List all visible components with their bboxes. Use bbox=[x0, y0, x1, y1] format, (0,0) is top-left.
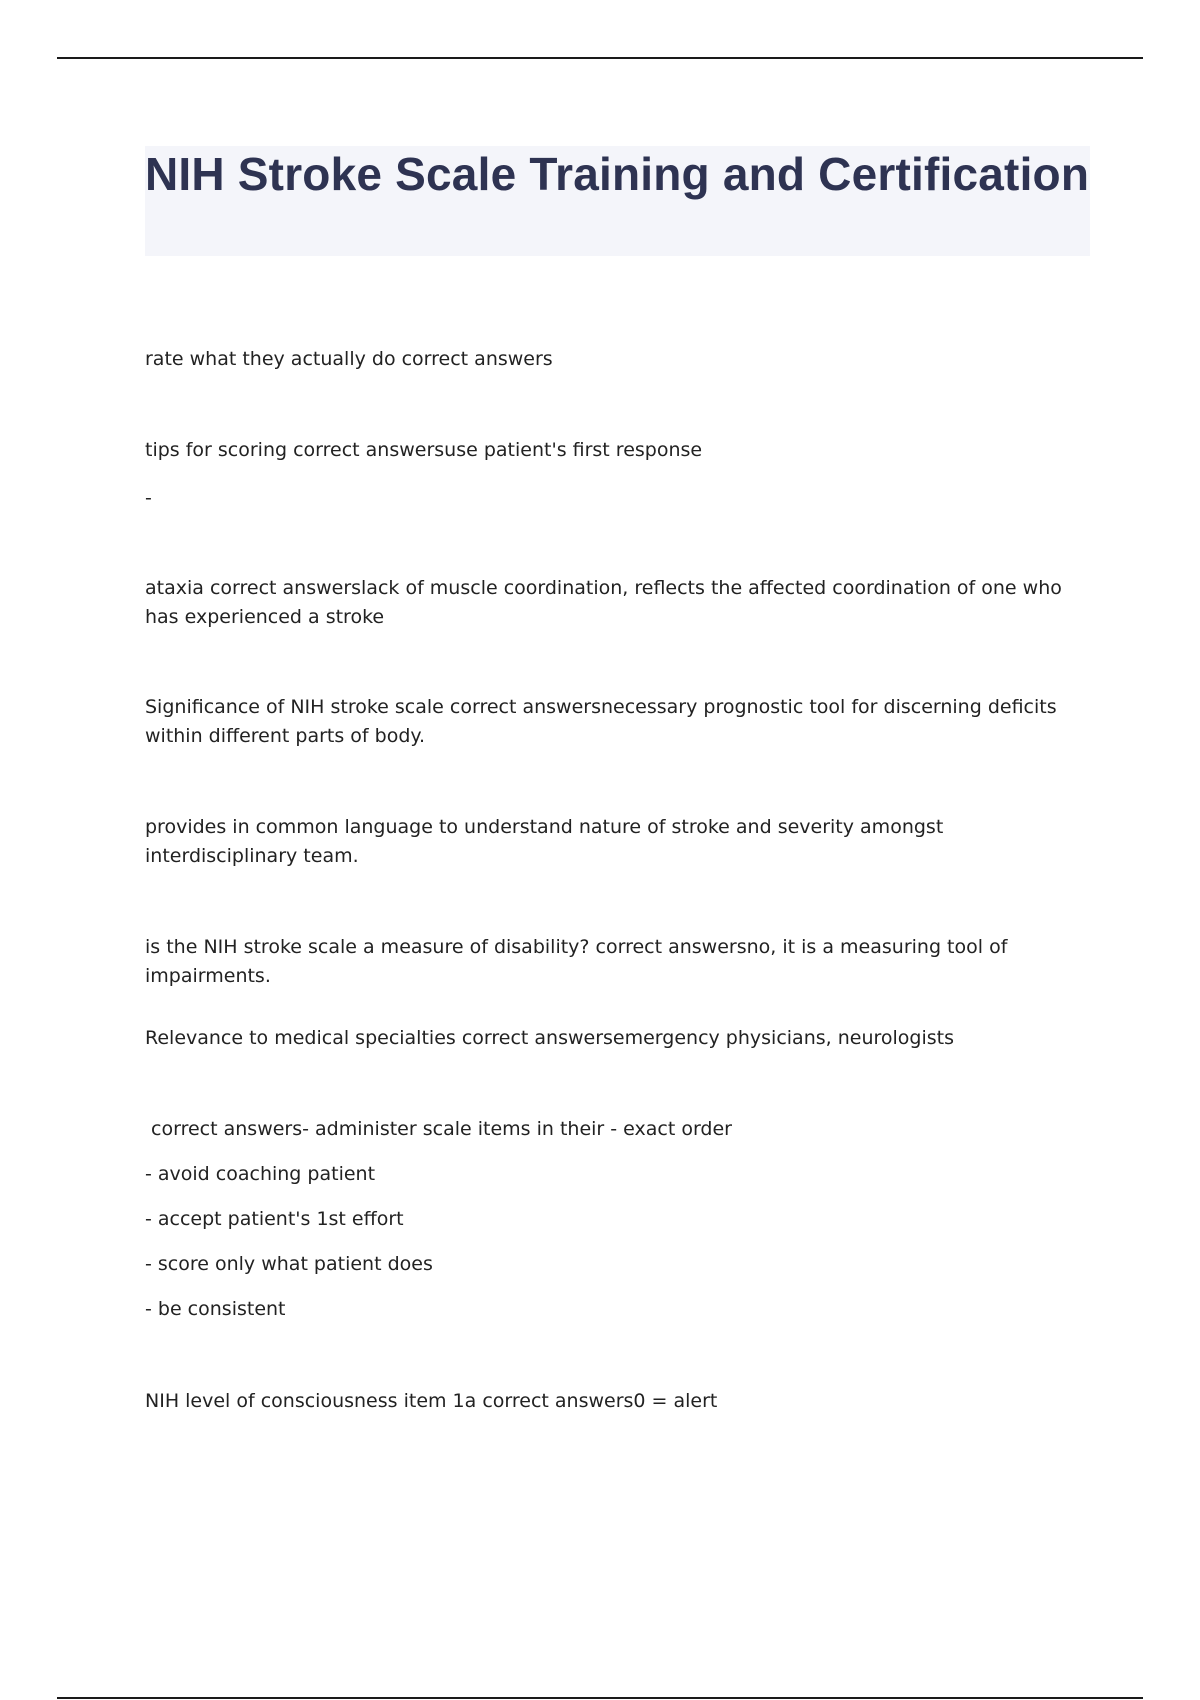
entry-score-only: - score only what patient does bbox=[145, 1253, 433, 1275]
entry-be-consistent: - be consistent bbox=[145, 1298, 286, 1320]
entry-measure-of-disability: is the NIH stroke scale a measure of disability? correct answersno, it is a measuring tool of impairments. bbox=[145, 936, 1008, 987]
title-banner bbox=[145, 146, 1090, 256]
entry-medical-specialties: Relevance to medical specialties correct answersemergency physicians, neurologists bbox=[145, 1027, 954, 1049]
entry-accept-first-effort: - accept patient's 1st effort bbox=[145, 1208, 404, 1230]
entry-common-language: provides in common language to understand nature of stroke and severity amongst interdisciplinary team. bbox=[145, 816, 944, 867]
top-rule bbox=[57, 57, 1143, 59]
entry-administer-scale: correct answers- administer scale items in their - exact order bbox=[145, 1118, 732, 1140]
entry-rate-what-they-do: rate what they actually do correct answers bbox=[145, 348, 553, 370]
entry-avoid-coaching: - avoid coaching patient bbox=[145, 1163, 376, 1185]
entry-level-of-consciousness: NIH level of consciousness item 1a correct answers0 = alert bbox=[145, 1390, 718, 1412]
entry-dash: - bbox=[145, 487, 152, 509]
entry-tips-for-scoring: tips for scoring correct answersuse patient's first response bbox=[145, 439, 703, 461]
entry-significance: Significance of NIH stroke scale correct answersnecessary prognostic tool for discerning deficits within different parts of body. bbox=[145, 696, 1057, 747]
bottom-rule bbox=[57, 1697, 1143, 1699]
entry-ataxia: ataxia correct answerslack of muscle coordination, reflects the affected coordination of one who has experienced a stroke bbox=[145, 577, 1062, 628]
document-title: NIH Stroke Scale Training and Certification bbox=[145, 148, 1090, 200]
